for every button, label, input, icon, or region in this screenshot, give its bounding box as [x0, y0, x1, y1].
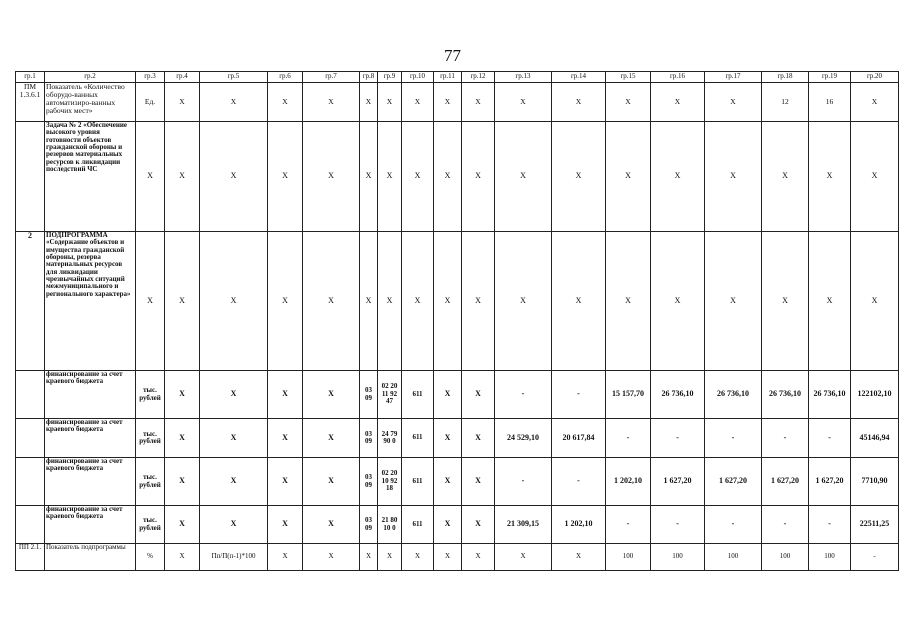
- table-cell: X: [165, 419, 200, 458]
- table-cell: 611: [402, 419, 434, 458]
- table-cell: X: [434, 506, 462, 544]
- table-cell: 1 627,20: [705, 458, 762, 506]
- table-cell: 611: [402, 371, 434, 419]
- header-cell: гр.2: [45, 72, 136, 83]
- table-cell: 26 736,10: [651, 371, 705, 419]
- table-cell: 03 09: [360, 458, 378, 506]
- table-row: [16, 419, 899, 458]
- table-cell: 1 627,20: [809, 458, 851, 506]
- table-cell: X: [200, 506, 268, 544]
- table-cell: X: [360, 122, 378, 232]
- table-cell: X: [200, 232, 268, 371]
- header-cell: гр.6: [268, 72, 303, 83]
- table-cell: X: [462, 419, 495, 458]
- table-cell: -: [809, 419, 851, 458]
- table-cell: [16, 506, 45, 544]
- table-cell: X: [462, 122, 495, 232]
- table-cell: X: [268, 83, 303, 122]
- header-cell: гр.4: [165, 72, 200, 83]
- table-cell: X: [360, 232, 378, 371]
- table-cell: X: [165, 122, 200, 232]
- table-cell: 1 202,10: [606, 458, 651, 506]
- table-cell: X: [462, 371, 495, 419]
- table-cell: 03 09: [360, 371, 378, 419]
- table-cell: [16, 458, 45, 506]
- table-cell: X: [495, 544, 552, 571]
- table-cell: ПП 2.1.: [16, 544, 45, 571]
- table-cell: 12: [762, 83, 809, 122]
- table-cell: X: [402, 122, 434, 232]
- table-cell: X: [809, 122, 851, 232]
- table-cell: 100: [705, 544, 762, 571]
- table-cell: финансирование за счет краевого бюджета: [45, 506, 136, 544]
- table-cell: [16, 122, 45, 232]
- table-cell: финансирование за счет краевого бюджета: [45, 458, 136, 506]
- table-cell: X: [200, 371, 268, 419]
- header-cell: гр.19: [809, 72, 851, 83]
- table-cell: X: [268, 419, 303, 458]
- header-cell: гр.7: [303, 72, 360, 83]
- table-cell: 100: [809, 544, 851, 571]
- table-cell: -: [552, 458, 606, 506]
- table-cell: X: [303, 83, 360, 122]
- table-cell: финансирование за счет краевого бюджета: [45, 419, 136, 458]
- table-cell: -: [495, 458, 552, 506]
- table-cell: X: [402, 544, 434, 571]
- table-cell: X: [495, 83, 552, 122]
- table-cell: X: [378, 122, 402, 232]
- table-row: [16, 122, 899, 232]
- table-cell: 2: [16, 232, 45, 371]
- header-cell: гр.15: [606, 72, 651, 83]
- table-cell: X: [552, 544, 606, 571]
- table-cell: X: [268, 506, 303, 544]
- table-cell: X: [303, 419, 360, 458]
- table-cell: X: [651, 83, 705, 122]
- header-cell: гр.8: [360, 72, 378, 83]
- table-cell: X: [402, 83, 434, 122]
- table-cell: 16: [809, 83, 851, 122]
- table-cell: X: [165, 544, 200, 571]
- table-cell: -: [762, 419, 809, 458]
- table-cell: X: [434, 371, 462, 419]
- table-cell: Ед.: [136, 83, 165, 122]
- budget-table: [15, 71, 899, 571]
- header-cell: гр.11: [434, 72, 462, 83]
- table-cell: 20 617,84: [552, 419, 606, 458]
- table-cell: 21 309,15: [495, 506, 552, 544]
- table-cell: X: [360, 544, 378, 571]
- table-cell: X: [434, 419, 462, 458]
- table-cell: X: [268, 122, 303, 232]
- table-cell: 100: [651, 544, 705, 571]
- table-cell: X: [851, 83, 899, 122]
- header-cell: гр.18: [762, 72, 809, 83]
- table-cell: 22511,25: [851, 506, 899, 544]
- table-cell: %: [136, 544, 165, 571]
- table-cell: X: [200, 122, 268, 232]
- table-cell: тыс. рублей: [136, 419, 165, 458]
- table-cell: X: [378, 83, 402, 122]
- table-cell: 26 736,10: [705, 371, 762, 419]
- table-cell: X: [165, 458, 200, 506]
- table-cell: X: [378, 232, 402, 371]
- table-cell: -: [552, 371, 606, 419]
- header-cell: гр.3: [136, 72, 165, 83]
- table-cell: -: [606, 419, 651, 458]
- table-cell: Показатель «Количество оборудо-ванных автоматизиро-ванных рабочих мест»: [45, 83, 136, 122]
- table-cell: X: [434, 232, 462, 371]
- table-cell: X: [705, 122, 762, 232]
- table-row: [16, 232, 899, 371]
- table-cell: 15 157,70: [606, 371, 651, 419]
- table-cell: ПОДПРОГРАММА «Содержание объектов и имущества гражданской обороны, резерва материальных ресурсов для ликвидации чрезвычайных ситуаций межмуниципального и регионального характера»: [45, 232, 136, 371]
- table-cell: X: [606, 232, 651, 371]
- table-cell: X: [136, 122, 165, 232]
- table-cell: Задача № 2 «Обеспечение высокого уровня готовности объектов гражданской обороны и резервов материальных ресурсов к ликвидации последствий ЧС: [45, 122, 136, 232]
- table-cell: X: [136, 232, 165, 371]
- table-row: [16, 458, 899, 506]
- table-cell: X: [552, 122, 606, 232]
- table-cell: -: [705, 506, 762, 544]
- table-cell: -: [651, 419, 705, 458]
- table-cell: 24 529,10: [495, 419, 552, 458]
- table-cell: Пп/П(п-1)*100: [200, 544, 268, 571]
- table-cell: 02 20 10 92 18: [378, 458, 402, 506]
- table-cell: X: [462, 458, 495, 506]
- table-cell: X: [268, 371, 303, 419]
- table-cell: 02 20 11 92 47: [378, 371, 402, 419]
- table-row: [16, 83, 899, 122]
- table-row: [16, 371, 899, 419]
- table-cell: X: [651, 122, 705, 232]
- table-cell: X: [165, 232, 200, 371]
- table-cell: 03 09: [360, 419, 378, 458]
- header-row: [16, 72, 899, 83]
- table-cell: X: [462, 232, 495, 371]
- table-cell: 122102,10: [851, 371, 899, 419]
- table-cell: -: [762, 506, 809, 544]
- table-cell: X: [552, 232, 606, 371]
- table-cell: -: [651, 506, 705, 544]
- table-cell: X: [360, 83, 378, 122]
- table-cell: 26 736,10: [762, 371, 809, 419]
- table-cell: X: [705, 83, 762, 122]
- table-cell: X: [303, 506, 360, 544]
- table-cell: тыс. рублей: [136, 371, 165, 419]
- table-cell: 1 627,20: [651, 458, 705, 506]
- table-cell: X: [165, 506, 200, 544]
- table-cell: X: [462, 506, 495, 544]
- page-number: 77: [444, 46, 461, 65]
- table-cell: X: [165, 83, 200, 122]
- table-cell: X: [434, 458, 462, 506]
- table-cell: 45146,94: [851, 419, 899, 458]
- table-cell: -: [705, 419, 762, 458]
- header-cell: гр.20: [851, 72, 899, 83]
- table-cell: 03 09: [360, 506, 378, 544]
- table-cell: 1 202,10: [552, 506, 606, 544]
- table-cell: -: [606, 506, 651, 544]
- header-cell: гр.14: [552, 72, 606, 83]
- header-cell: гр.12: [462, 72, 495, 83]
- table-cell: 100: [762, 544, 809, 571]
- header-cell: гр.9: [378, 72, 402, 83]
- table-cell: X: [303, 544, 360, 571]
- table-cell: X: [762, 232, 809, 371]
- table-cell: X: [434, 544, 462, 571]
- header-cell: гр.17: [705, 72, 762, 83]
- header-cell: гр.13: [495, 72, 552, 83]
- table-cell: X: [705, 232, 762, 371]
- table-cell: X: [462, 83, 495, 122]
- header-cell: гр.10: [402, 72, 434, 83]
- table-cell: X: [268, 544, 303, 571]
- table-cell: 1 627,20: [762, 458, 809, 506]
- table-cell: X: [606, 83, 651, 122]
- table-cell: X: [303, 371, 360, 419]
- table-cell: X: [552, 83, 606, 122]
- header-cell: гр.5: [200, 72, 268, 83]
- table-cell: X: [200, 83, 268, 122]
- table-cell: финансирование за счет краевого бюджета: [45, 371, 136, 419]
- table-cell: 7710,90: [851, 458, 899, 506]
- table-cell: X: [165, 371, 200, 419]
- table-cell: X: [303, 232, 360, 371]
- table-cell: X: [495, 122, 552, 232]
- table-cell: 21 80 10 0: [378, 506, 402, 544]
- table-row: [16, 506, 899, 544]
- table-cell: X: [378, 544, 402, 571]
- table-cell: X: [434, 122, 462, 232]
- table-cell: -: [495, 371, 552, 419]
- table-cell: X: [809, 232, 851, 371]
- table-row: [16, 544, 899, 571]
- table-cell: X: [851, 122, 899, 232]
- table-cell: X: [851, 232, 899, 371]
- table-cell: тыс. рублей: [136, 458, 165, 506]
- table-cell: 26 736,10: [809, 371, 851, 419]
- table-cell: X: [462, 544, 495, 571]
- table-cell: X: [762, 122, 809, 232]
- header-cell: гр.1: [16, 72, 45, 83]
- table-cell: 100: [606, 544, 651, 571]
- table-cell: X: [402, 232, 434, 371]
- table-cell: тыс. рублей: [136, 506, 165, 544]
- table-cell: X: [268, 458, 303, 506]
- table-cell: X: [495, 232, 552, 371]
- table-cell: 24 79 90 0: [378, 419, 402, 458]
- table-cell: X: [606, 122, 651, 232]
- table-cell: X: [303, 458, 360, 506]
- header-cell: гр.16: [651, 72, 705, 83]
- table-cell: X: [268, 232, 303, 371]
- table-cell: X: [651, 232, 705, 371]
- table-cell: 611: [402, 458, 434, 506]
- table-cell: -: [809, 506, 851, 544]
- table-cell: X: [200, 419, 268, 458]
- table-cell: X: [200, 458, 268, 506]
- table-cell: [16, 371, 45, 419]
- table-cell: ПМ 1.3.6.1: [16, 83, 45, 122]
- table-cell: [16, 419, 45, 458]
- table-cell: X: [303, 122, 360, 232]
- table-cell: -: [851, 544, 899, 571]
- table-cell: 611: [402, 506, 434, 544]
- table-cell: X: [434, 83, 462, 122]
- table-cell: Показатель подпрограммы: [45, 544, 136, 571]
